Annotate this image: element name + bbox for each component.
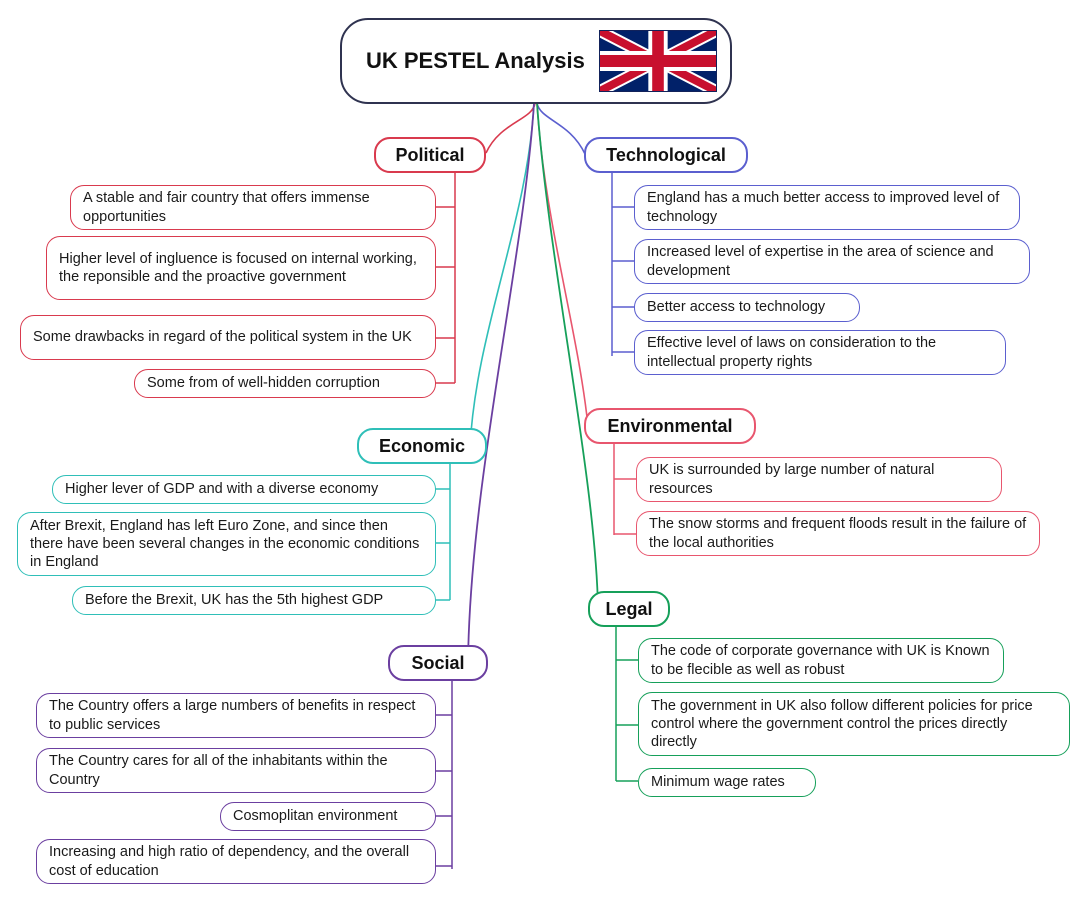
leaf-technological-3[interactable] (634, 293, 860, 322)
leaf-environmental-1[interactable] (636, 457, 1002, 502)
branch-label: Legal (605, 598, 653, 619)
branch-economic[interactable] (357, 428, 487, 464)
leaf-text: Increased level of expertise in the area of science and development (647, 244, 994, 279)
leaf-text: The snow storms and frequent floods result in the failure of the local authorities (649, 516, 1027, 551)
leaf-text: England has a much better access to improved level of technology (647, 190, 1000, 225)
leaf-text: Effective level of laws on consideration to the intellectual property rights (647, 335, 937, 370)
branch-label: Technological (606, 144, 726, 165)
leaf-text: The Country cares for all of the inhabitants within the Country (49, 753, 388, 788)
uk-flag-icon (599, 30, 717, 92)
branch-label: Political (395, 144, 465, 165)
leaf-text: Some from of well-hidden corruption (147, 375, 380, 392)
leaf-political-3[interactable] (20, 315, 436, 360)
page-title: UK PESTEL Analysis (366, 48, 585, 74)
branch-technological[interactable] (584, 137, 748, 173)
leaf-technological-4[interactable] (634, 330, 1006, 375)
branch-social[interactable] (388, 645, 488, 681)
branch-label: Economic (378, 435, 466, 456)
leaf-text: Minimum wage rates (651, 774, 785, 791)
leaf-text: Increasing and high ratio of dependency, and the overall cost of education (49, 844, 410, 879)
leaf-text: Some drawbacks in regard of the political system in the UK (33, 329, 412, 346)
leaf-text: The code of corporate governance with UK is Known to be flecible as well as robust (651, 643, 990, 678)
leaf-text: A stable and fair country that offers immense opportunities (83, 190, 370, 225)
leaf-social-4[interactable] (36, 839, 436, 884)
leaf-text: The Country offers a large numbers of benefits in respect to public services (49, 698, 416, 733)
branch-label: Social (411, 652, 465, 673)
leaf-economic-1[interactable] (52, 475, 436, 504)
leaf-text: After Brexit, England has left Euro Zone, and since then there have been several changes in the economic conditions in England (30, 517, 420, 571)
branch-legal[interactable] (588, 591, 670, 627)
branch-political[interactable] (374, 137, 486, 173)
leaf-legal-2[interactable] (638, 692, 1070, 756)
leaf-text: Better access to technology (647, 299, 826, 316)
leaf-social-3[interactable] (220, 802, 436, 831)
leaf-text: Cosmoplitan environment (233, 808, 398, 825)
root-node[interactable] (340, 18, 732, 104)
leaf-political-1[interactable] (70, 185, 436, 230)
branch-label: Environmental (607, 415, 733, 436)
leaf-economic-3[interactable] (72, 586, 436, 615)
leaf-political-4[interactable] (134, 369, 436, 398)
leaf-text: UK is surrounded by large number of natural resources (649, 462, 935, 497)
leaf-text: Before the Brexit, UK has the 5th highest GDP (85, 592, 384, 609)
leaf-technological-2[interactable] (634, 239, 1030, 284)
leaf-text: Higher level of ingluence is focused on internal working, the reponsible and the proactive government (59, 250, 417, 285)
leaf-environmental-2[interactable] (636, 511, 1040, 556)
leaf-text: Higher lever of GDP and with a diverse economy (65, 481, 379, 498)
leaf-text: The government in UK also follow different policies for price control where the government control the prices directly directly (651, 697, 1033, 751)
leaf-legal-3[interactable] (638, 768, 816, 797)
leaf-social-2[interactable] (36, 748, 436, 793)
leaf-social-1[interactable] (36, 693, 436, 738)
branch-environmental[interactable] (584, 408, 756, 444)
leaf-technological-1[interactable] (634, 185, 1020, 230)
leaf-political-2[interactable] (46, 236, 436, 300)
leaf-legal-1[interactable] (638, 638, 1004, 683)
leaf-economic-2[interactable] (17, 512, 436, 576)
